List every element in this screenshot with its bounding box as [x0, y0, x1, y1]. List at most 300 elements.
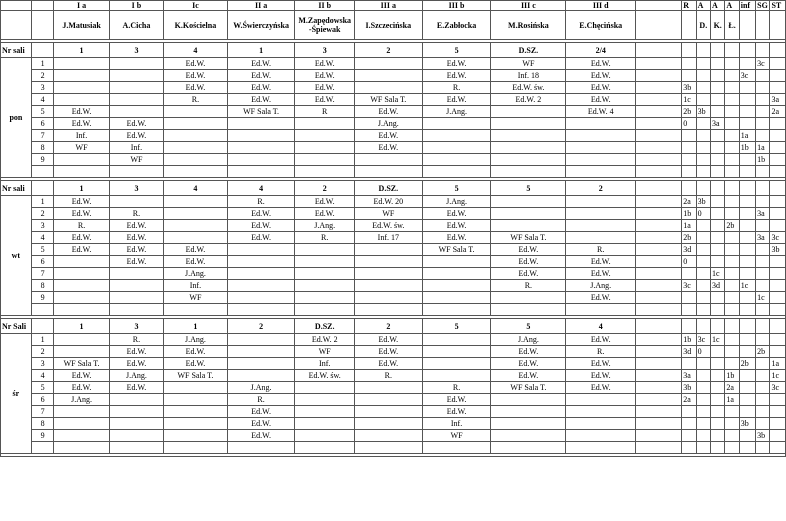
- lesson-cell: [109, 58, 163, 70]
- lesson-number: 7: [31, 130, 54, 142]
- lesson-cell: [164, 208, 228, 220]
- extra-cell: [770, 334, 786, 346]
- lesson-number: 6: [31, 256, 54, 268]
- empty-cell: [682, 442, 696, 454]
- lesson-cell: [566, 208, 636, 220]
- teacher-name: J.Matusiak: [54, 11, 109, 40]
- lesson-cell: [295, 130, 355, 142]
- extra-cell: [739, 58, 755, 70]
- lesson-row: [1, 292, 786, 304]
- extra-cell: 1c: [770, 370, 786, 382]
- lesson-cell: Ed.W.: [54, 232, 109, 244]
- empty-cell: [164, 442, 228, 454]
- extra-cell: 1c: [739, 280, 755, 292]
- lesson-cell: [566, 130, 636, 142]
- extra-cell: [711, 394, 725, 406]
- empty-cell: [31, 304, 54, 316]
- lesson-cell: Inf.: [54, 130, 109, 142]
- lesson-number: 9: [31, 430, 54, 442]
- empty-cell: [636, 280, 682, 292]
- lesson-cell: [491, 154, 566, 166]
- lesson-cell: J.Ang.: [54, 394, 109, 406]
- lesson-cell: [354, 154, 422, 166]
- lesson-cell: [54, 268, 109, 280]
- empty-cell: [696, 442, 710, 454]
- section-separator: [1, 454, 786, 457]
- lesson-number: 9: [31, 292, 54, 304]
- lesson-row: [1, 142, 786, 154]
- lesson-cell: [491, 394, 566, 406]
- extra-cell: [696, 292, 710, 304]
- empty-cell: [636, 181, 682, 196]
- empty-cell: [491, 442, 566, 454]
- lesson-cell: Ed.W.: [566, 94, 636, 106]
- lesson-cell: Ed.W.: [109, 220, 163, 232]
- extra-cell: 2a: [770, 106, 786, 118]
- extra-cell: [739, 106, 755, 118]
- lesson-cell: Ed.W.: [54, 118, 109, 130]
- lesson-cell: [295, 244, 355, 256]
- room-number: 2: [354, 43, 422, 58]
- lesson-cell: Inf.: [422, 418, 491, 430]
- lesson-cell: [422, 346, 491, 358]
- lesson-cell: [227, 268, 295, 280]
- extra-cell: 1b: [682, 334, 696, 346]
- lesson-cell: R.: [491, 280, 566, 292]
- extra-header: A: [696, 1, 710, 11]
- room-row: [1, 319, 786, 334]
- lesson-cell: [54, 94, 109, 106]
- extra-cell: [739, 196, 755, 208]
- extra-cell: [711, 70, 725, 82]
- room-number: 3: [109, 181, 163, 196]
- lesson-cell: [566, 142, 636, 154]
- empty-cell: [636, 106, 682, 118]
- lesson-number: 1: [31, 334, 54, 346]
- lesson-cell: Ed.W.: [227, 208, 295, 220]
- extra-cell: [770, 130, 786, 142]
- extra-cell: [711, 232, 725, 244]
- lesson-cell: [109, 94, 163, 106]
- extra-cell: [725, 334, 739, 346]
- lesson-cell: [109, 196, 163, 208]
- lesson-cell: Ed.W.: [54, 196, 109, 208]
- teacher-name: E.Chęcińska: [566, 11, 636, 40]
- empty-cell: [739, 304, 755, 316]
- lesson-cell: Ed.W.: [109, 232, 163, 244]
- lesson-cell: Ed.W.: [566, 334, 636, 346]
- lesson-cell: [164, 196, 228, 208]
- extra-cell: [682, 268, 696, 280]
- teacher-name: W.Świerczyńska: [227, 11, 295, 40]
- extra-cell: [696, 358, 710, 370]
- empty-cell: [31, 319, 54, 334]
- lesson-cell: [54, 346, 109, 358]
- lesson-cell: J.Ang.: [422, 106, 491, 118]
- lesson-cell: Ed.W.: [54, 382, 109, 394]
- extra-cell: [756, 70, 770, 82]
- room-row: [1, 43, 786, 58]
- lesson-cell: [109, 280, 163, 292]
- lesson-cell: [295, 256, 355, 268]
- room-number: 1: [164, 319, 228, 334]
- empty-cell: [636, 430, 682, 442]
- extra-cell: [725, 130, 739, 142]
- lesson-cell: [295, 268, 355, 280]
- lesson-number: 1: [31, 196, 54, 208]
- extra-cell: [739, 244, 755, 256]
- empty-cell: [636, 268, 682, 280]
- lesson-cell: Ed.W.: [295, 94, 355, 106]
- extra-cell: [682, 58, 696, 70]
- extra-cell: 3a: [756, 208, 770, 220]
- empty-cell: [31, 181, 54, 196]
- extra-cell: 0: [682, 118, 696, 130]
- extra-cell: [756, 106, 770, 118]
- extra-cell: [756, 394, 770, 406]
- lesson-cell: Ed.W.: [164, 58, 228, 70]
- extra-cell: [696, 130, 710, 142]
- empty-cell: [725, 319, 739, 334]
- lesson-row: [1, 70, 786, 82]
- lesson-number: 5: [31, 382, 54, 394]
- lesson-cell: [422, 130, 491, 142]
- lesson-number: 4: [31, 232, 54, 244]
- extra-cell: [770, 208, 786, 220]
- extra-cell: [756, 244, 770, 256]
- extra-cell: 1a: [725, 394, 739, 406]
- empty-cell: [109, 442, 163, 454]
- empty-cell: [109, 304, 163, 316]
- extra-cell: 0: [682, 256, 696, 268]
- corner-cell: [31, 11, 54, 40]
- extra-cell: [770, 70, 786, 82]
- lesson-cell: [54, 58, 109, 70]
- lesson-cell: Inf. 17: [354, 232, 422, 244]
- empty-cell: [739, 43, 755, 58]
- empty-cell: [725, 43, 739, 58]
- extra-cell: 1a: [756, 142, 770, 154]
- extra-cell: [682, 154, 696, 166]
- lesson-number: 5: [31, 244, 54, 256]
- lesson-cell: [164, 220, 228, 232]
- extra-cell: [725, 430, 739, 442]
- empty-cell: [636, 70, 682, 82]
- extra-cell: 3b: [682, 82, 696, 94]
- empty-cell: [696, 181, 710, 196]
- extra-cell: [770, 346, 786, 358]
- lesson-number: 8: [31, 418, 54, 430]
- lesson-cell: [422, 256, 491, 268]
- lesson-cell: Ed.W. 2: [491, 94, 566, 106]
- lesson-cell: [109, 292, 163, 304]
- empty-cell: [636, 130, 682, 142]
- lesson-cell: [227, 256, 295, 268]
- empty-cell: [636, 370, 682, 382]
- empty-cell: [725, 442, 739, 454]
- lesson-cell: Ed.W.: [422, 58, 491, 70]
- lesson-cell: [491, 430, 566, 442]
- lesson-cell: [422, 280, 491, 292]
- extra-cell: 1b: [725, 370, 739, 382]
- empty-cell: [566, 304, 636, 316]
- extra-cell: [711, 370, 725, 382]
- extra-cell: [711, 58, 725, 70]
- empty-cell: [636, 58, 682, 70]
- lesson-cell: [295, 382, 355, 394]
- room-number: D.SZ.: [295, 319, 355, 334]
- extra-cell: [682, 292, 696, 304]
- empty-cell: [725, 304, 739, 316]
- lesson-cell: Ed.W.: [422, 232, 491, 244]
- room-number: 2/4: [566, 43, 636, 58]
- lesson-cell: Ed.W.: [227, 406, 295, 418]
- lesson-cell: [164, 394, 228, 406]
- room-number: 5: [422, 43, 491, 58]
- room-row: [1, 181, 786, 196]
- lesson-cell: [54, 418, 109, 430]
- extra-cell: [756, 82, 770, 94]
- lesson-cell: [422, 142, 491, 154]
- extra-cell: 3c: [739, 70, 755, 82]
- lesson-cell: R.: [422, 382, 491, 394]
- lesson-cell: [295, 154, 355, 166]
- lesson-cell: [109, 430, 163, 442]
- lesson-cell: Ed.W.: [295, 196, 355, 208]
- extra-cell: [725, 292, 739, 304]
- lesson-row: [1, 94, 786, 106]
- lesson-cell: J.Ang.: [164, 268, 228, 280]
- empty-cell: [682, 43, 696, 58]
- lesson-cell: [164, 382, 228, 394]
- extra-cell: 2a: [682, 196, 696, 208]
- empty-cell: [756, 304, 770, 316]
- extra-cell: 1c: [756, 292, 770, 304]
- lesson-cell: [566, 394, 636, 406]
- extra-cell: [696, 58, 710, 70]
- room-number: 5: [491, 319, 566, 334]
- extra-cell: 1a: [739, 130, 755, 142]
- extra-cell: 3a: [756, 232, 770, 244]
- lesson-cell: Ed.W.: [227, 82, 295, 94]
- empty-cell: [636, 442, 682, 454]
- extra-cell: [739, 370, 755, 382]
- extra-cell: [711, 418, 725, 430]
- lesson-cell: [422, 292, 491, 304]
- lesson-cell: [354, 406, 422, 418]
- extra-cell: [696, 280, 710, 292]
- empty-cell: [636, 406, 682, 418]
- empty-cell: [54, 166, 109, 178]
- lesson-cell: [109, 418, 163, 430]
- extra-cell: [682, 430, 696, 442]
- extra-cell: [711, 142, 725, 154]
- extra-cell: [696, 94, 710, 106]
- empty-cell: [756, 442, 770, 454]
- lesson-cell: [54, 154, 109, 166]
- lesson-cell: [422, 370, 491, 382]
- lesson-cell: [227, 358, 295, 370]
- empty-header-cell: [636, 1, 682, 11]
- empty-cell: [636, 232, 682, 244]
- lesson-cell: Ed.W.: [422, 94, 491, 106]
- extra-cell: [770, 220, 786, 232]
- day-label: śr: [1, 334, 32, 454]
- extra-cell: [696, 370, 710, 382]
- extra-cell: 2b: [756, 346, 770, 358]
- extra-cell: [756, 94, 770, 106]
- room-number: 5: [422, 181, 491, 196]
- lesson-cell: Ed.W.: [295, 82, 355, 94]
- lesson-cell: [227, 280, 295, 292]
- lesson-row: [1, 346, 786, 358]
- lesson-cell: [295, 280, 355, 292]
- lesson-cell: [164, 142, 228, 154]
- extra-cell: [739, 208, 755, 220]
- lesson-cell: WF: [54, 142, 109, 154]
- lesson-cell: Ed.W.: [566, 58, 636, 70]
- lesson-cell: [227, 292, 295, 304]
- class-header: III d: [566, 1, 636, 11]
- lesson-cell: R.: [109, 208, 163, 220]
- lesson-cell: Ed.W.: [491, 268, 566, 280]
- lesson-cell: [354, 82, 422, 94]
- lesson-cell: Ed.W.: [295, 70, 355, 82]
- lesson-row: [1, 58, 786, 70]
- class-header-row: [1, 1, 786, 11]
- lesson-cell: [491, 130, 566, 142]
- lesson-number: 7: [31, 268, 54, 280]
- extra-cell: [756, 370, 770, 382]
- empty-cell: [227, 304, 295, 316]
- lesson-cell: Ed.W.: [566, 358, 636, 370]
- empty-cell: [636, 418, 682, 430]
- extra-cell: [711, 130, 725, 142]
- empty-cell: [636, 256, 682, 268]
- lesson-cell: [109, 70, 163, 82]
- room-label: Nr Sali: [1, 319, 32, 334]
- teacher-header-row: [1, 11, 786, 40]
- lesson-cell: [422, 118, 491, 130]
- lesson-cell: Ed.W.: [354, 334, 422, 346]
- extra-cell: [739, 154, 755, 166]
- extra-cell: [711, 244, 725, 256]
- extra-cell: 0: [696, 208, 710, 220]
- lesson-row: [1, 196, 786, 208]
- lesson-cell: Ed.W.: [227, 418, 295, 430]
- extra-cell: [711, 82, 725, 94]
- extra-cell: [696, 406, 710, 418]
- lesson-cell: Ed.W. św.: [354, 220, 422, 232]
- empty-cell: [696, 43, 710, 58]
- empty-cell: [739, 319, 755, 334]
- room-number: 4: [566, 319, 636, 334]
- lesson-cell: [164, 406, 228, 418]
- lesson-number: 4: [31, 370, 54, 382]
- lesson-cell: [227, 154, 295, 166]
- teacher-name: I.Szczecińska: [354, 11, 422, 40]
- empty-cell: [164, 166, 228, 178]
- lesson-cell: [354, 382, 422, 394]
- empty-cell: [636, 358, 682, 370]
- lesson-row: [1, 268, 786, 280]
- extra-cell: [756, 196, 770, 208]
- extra-cell: [696, 268, 710, 280]
- lesson-cell: Ed.W.: [109, 358, 163, 370]
- extra-cell: 3c: [770, 382, 786, 394]
- empty-cell: [636, 304, 682, 316]
- extra-cell: 1b: [682, 208, 696, 220]
- extra-cell: [696, 82, 710, 94]
- day-label: pon: [1, 58, 32, 178]
- room-label: Nr sali: [1, 181, 32, 196]
- lesson-cell: Ed.W.: [566, 292, 636, 304]
- room-number: 1: [54, 181, 109, 196]
- lesson-cell: Ed.W.: [491, 256, 566, 268]
- lesson-cell: [164, 106, 228, 118]
- extra-cell: [711, 106, 725, 118]
- lesson-number: 2: [31, 208, 54, 220]
- lesson-cell: [354, 418, 422, 430]
- extra-cell: [756, 418, 770, 430]
- extra-cell: [756, 334, 770, 346]
- extra-cell: 3a: [770, 94, 786, 106]
- extra-cell: 3a: [711, 118, 725, 130]
- lesson-cell: [164, 154, 228, 166]
- extra-cell: 1a: [682, 220, 696, 232]
- extra-cell: [739, 82, 755, 94]
- lesson-number: 2: [31, 346, 54, 358]
- empty-cell: [54, 304, 109, 316]
- lesson-row: [1, 82, 786, 94]
- empty-cell: [739, 166, 755, 178]
- lesson-cell: Ed.W.: [227, 220, 295, 232]
- corner-cell: [1, 11, 32, 40]
- extra-cell: 2a: [682, 394, 696, 406]
- extra-cell: [725, 244, 739, 256]
- extra-cell: 3b: [682, 382, 696, 394]
- lesson-cell: Ed.W.: [54, 208, 109, 220]
- lesson-cell: Ed.W.: [491, 358, 566, 370]
- lesson-cell: [566, 430, 636, 442]
- lesson-cell: Inf.: [109, 142, 163, 154]
- lesson-row: [1, 232, 786, 244]
- empty-cell: [711, 166, 725, 178]
- room-label: Nr sali: [1, 43, 32, 58]
- extra-cell: [696, 256, 710, 268]
- lesson-cell: [354, 280, 422, 292]
- lesson-row: [1, 394, 786, 406]
- extra-cell: 3b: [770, 244, 786, 256]
- extra-cell: [770, 292, 786, 304]
- lesson-row: [1, 418, 786, 430]
- extra-cell: [739, 334, 755, 346]
- lesson-cell: R.: [109, 334, 163, 346]
- extra-cell: [711, 346, 725, 358]
- lesson-cell: [422, 268, 491, 280]
- lesson-cell: [354, 268, 422, 280]
- extra-cell: [756, 130, 770, 142]
- lesson-cell: R.: [566, 346, 636, 358]
- lesson-row: [1, 382, 786, 394]
- lesson-cell: [164, 430, 228, 442]
- empty-cell: [756, 181, 770, 196]
- empty-cell: [770, 319, 786, 334]
- teacher-name: K.Kościelna: [164, 11, 228, 40]
- extra-cell: [696, 382, 710, 394]
- extra-cell: [711, 358, 725, 370]
- lesson-cell: Ed.W.: [54, 106, 109, 118]
